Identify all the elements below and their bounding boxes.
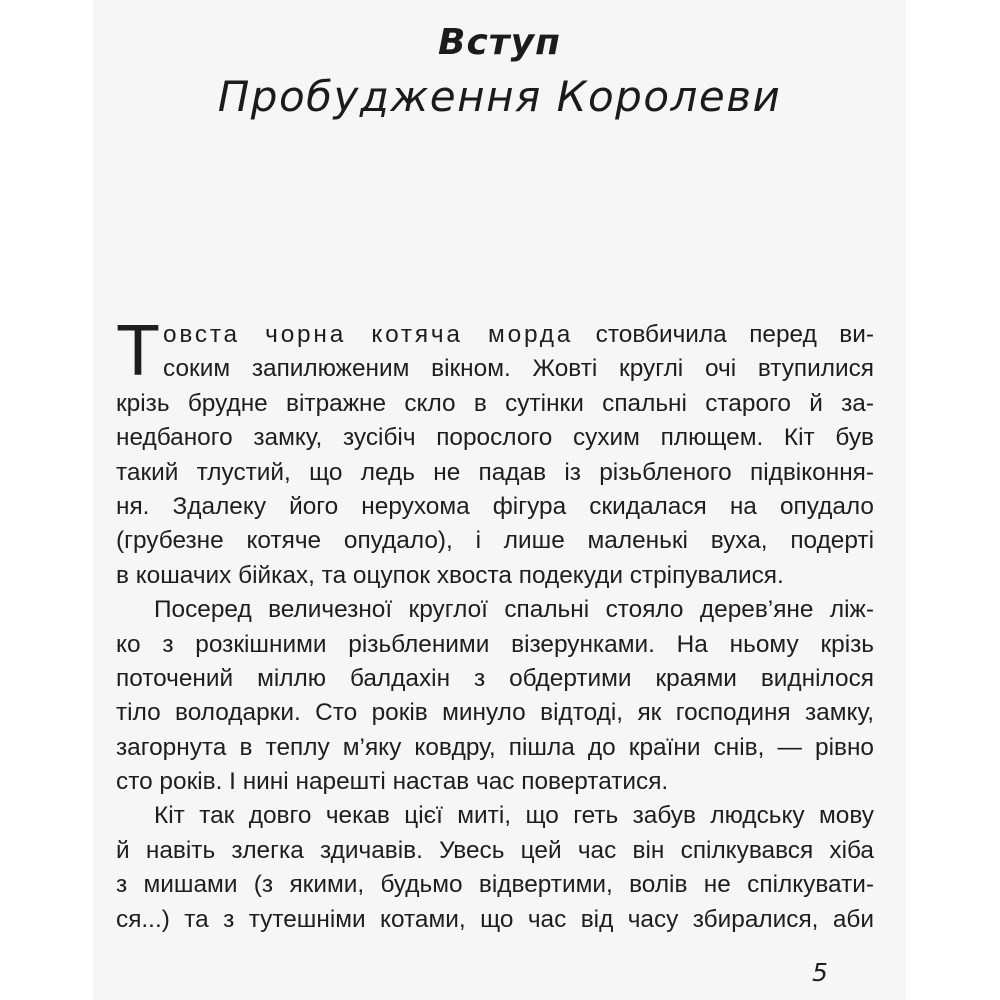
- text-line: Посеред величезної круглої спальні стояло дерев’яне ліж-: [154, 596, 874, 624]
- text-line: поточений міллю балдахін з обдертими краями виднілося: [116, 664, 874, 692]
- text-line: [116, 318, 874, 352]
- text-line: (грубезне котяче опудало), і лише маленькі вуха, подерті: [116, 527, 874, 555]
- book-page: [93, 0, 906, 1000]
- text-line: недбаного замку, зусібіч порослого сухим плющем. Кіт був: [116, 424, 874, 452]
- text-line: ко з розкішними різьбленими візерунками. На ньому крізь: [116, 630, 874, 658]
- text-line: й навіть злегка здичавів. Увесь цей час він спілкувався хіба: [116, 836, 874, 864]
- text-line: ся...) та з тутешніми котами, що час від часу збиралися, аби: [116, 905, 874, 933]
- page-number: 5: [812, 958, 828, 987]
- text-line: соким запилюженим вікном. Жовті круглі очі втупилися: [163, 355, 874, 383]
- chapter-title: Пробудження Королеви: [217, 72, 782, 121]
- chapter-label: Вступ: [438, 22, 561, 63]
- text-line: в кошачих бійках, та оцупок хвоста подекуди стріпувалися.: [116, 561, 784, 589]
- first-line-rest: стовбичила перед ви-: [573, 321, 874, 348]
- text-line: ня. Здалеку його нерухома фігура скидалася на опудало: [116, 492, 874, 520]
- text-line: сто років. І нині нарешті настав час повертатися.: [116, 768, 669, 796]
- opening-words: овста чорна котяча морда: [163, 321, 574, 348]
- text-line: тіло володарки. Сто років минуло відтоді, як господиня замку,: [116, 699, 874, 727]
- text-line: крізь брудне вітражне скло в сутінки спальні старого й за-: [116, 389, 874, 417]
- text-line: Кіт так довго чекав цієї миті, що геть забув людську мову: [154, 802, 874, 830]
- text-line: з мишами (з якими, будьмо відвертими, волів не спілкувати-: [116, 871, 874, 899]
- body-text: [116, 311, 874, 937]
- text-line: такий тлустий, що ледь не падав із різьбленого підвіконня-: [116, 458, 874, 486]
- drop-cap: Т: [116, 311, 160, 391]
- text-line: загорнута в теплу м’яку ковдру, пішла до країни снів, — рівно: [116, 733, 874, 761]
